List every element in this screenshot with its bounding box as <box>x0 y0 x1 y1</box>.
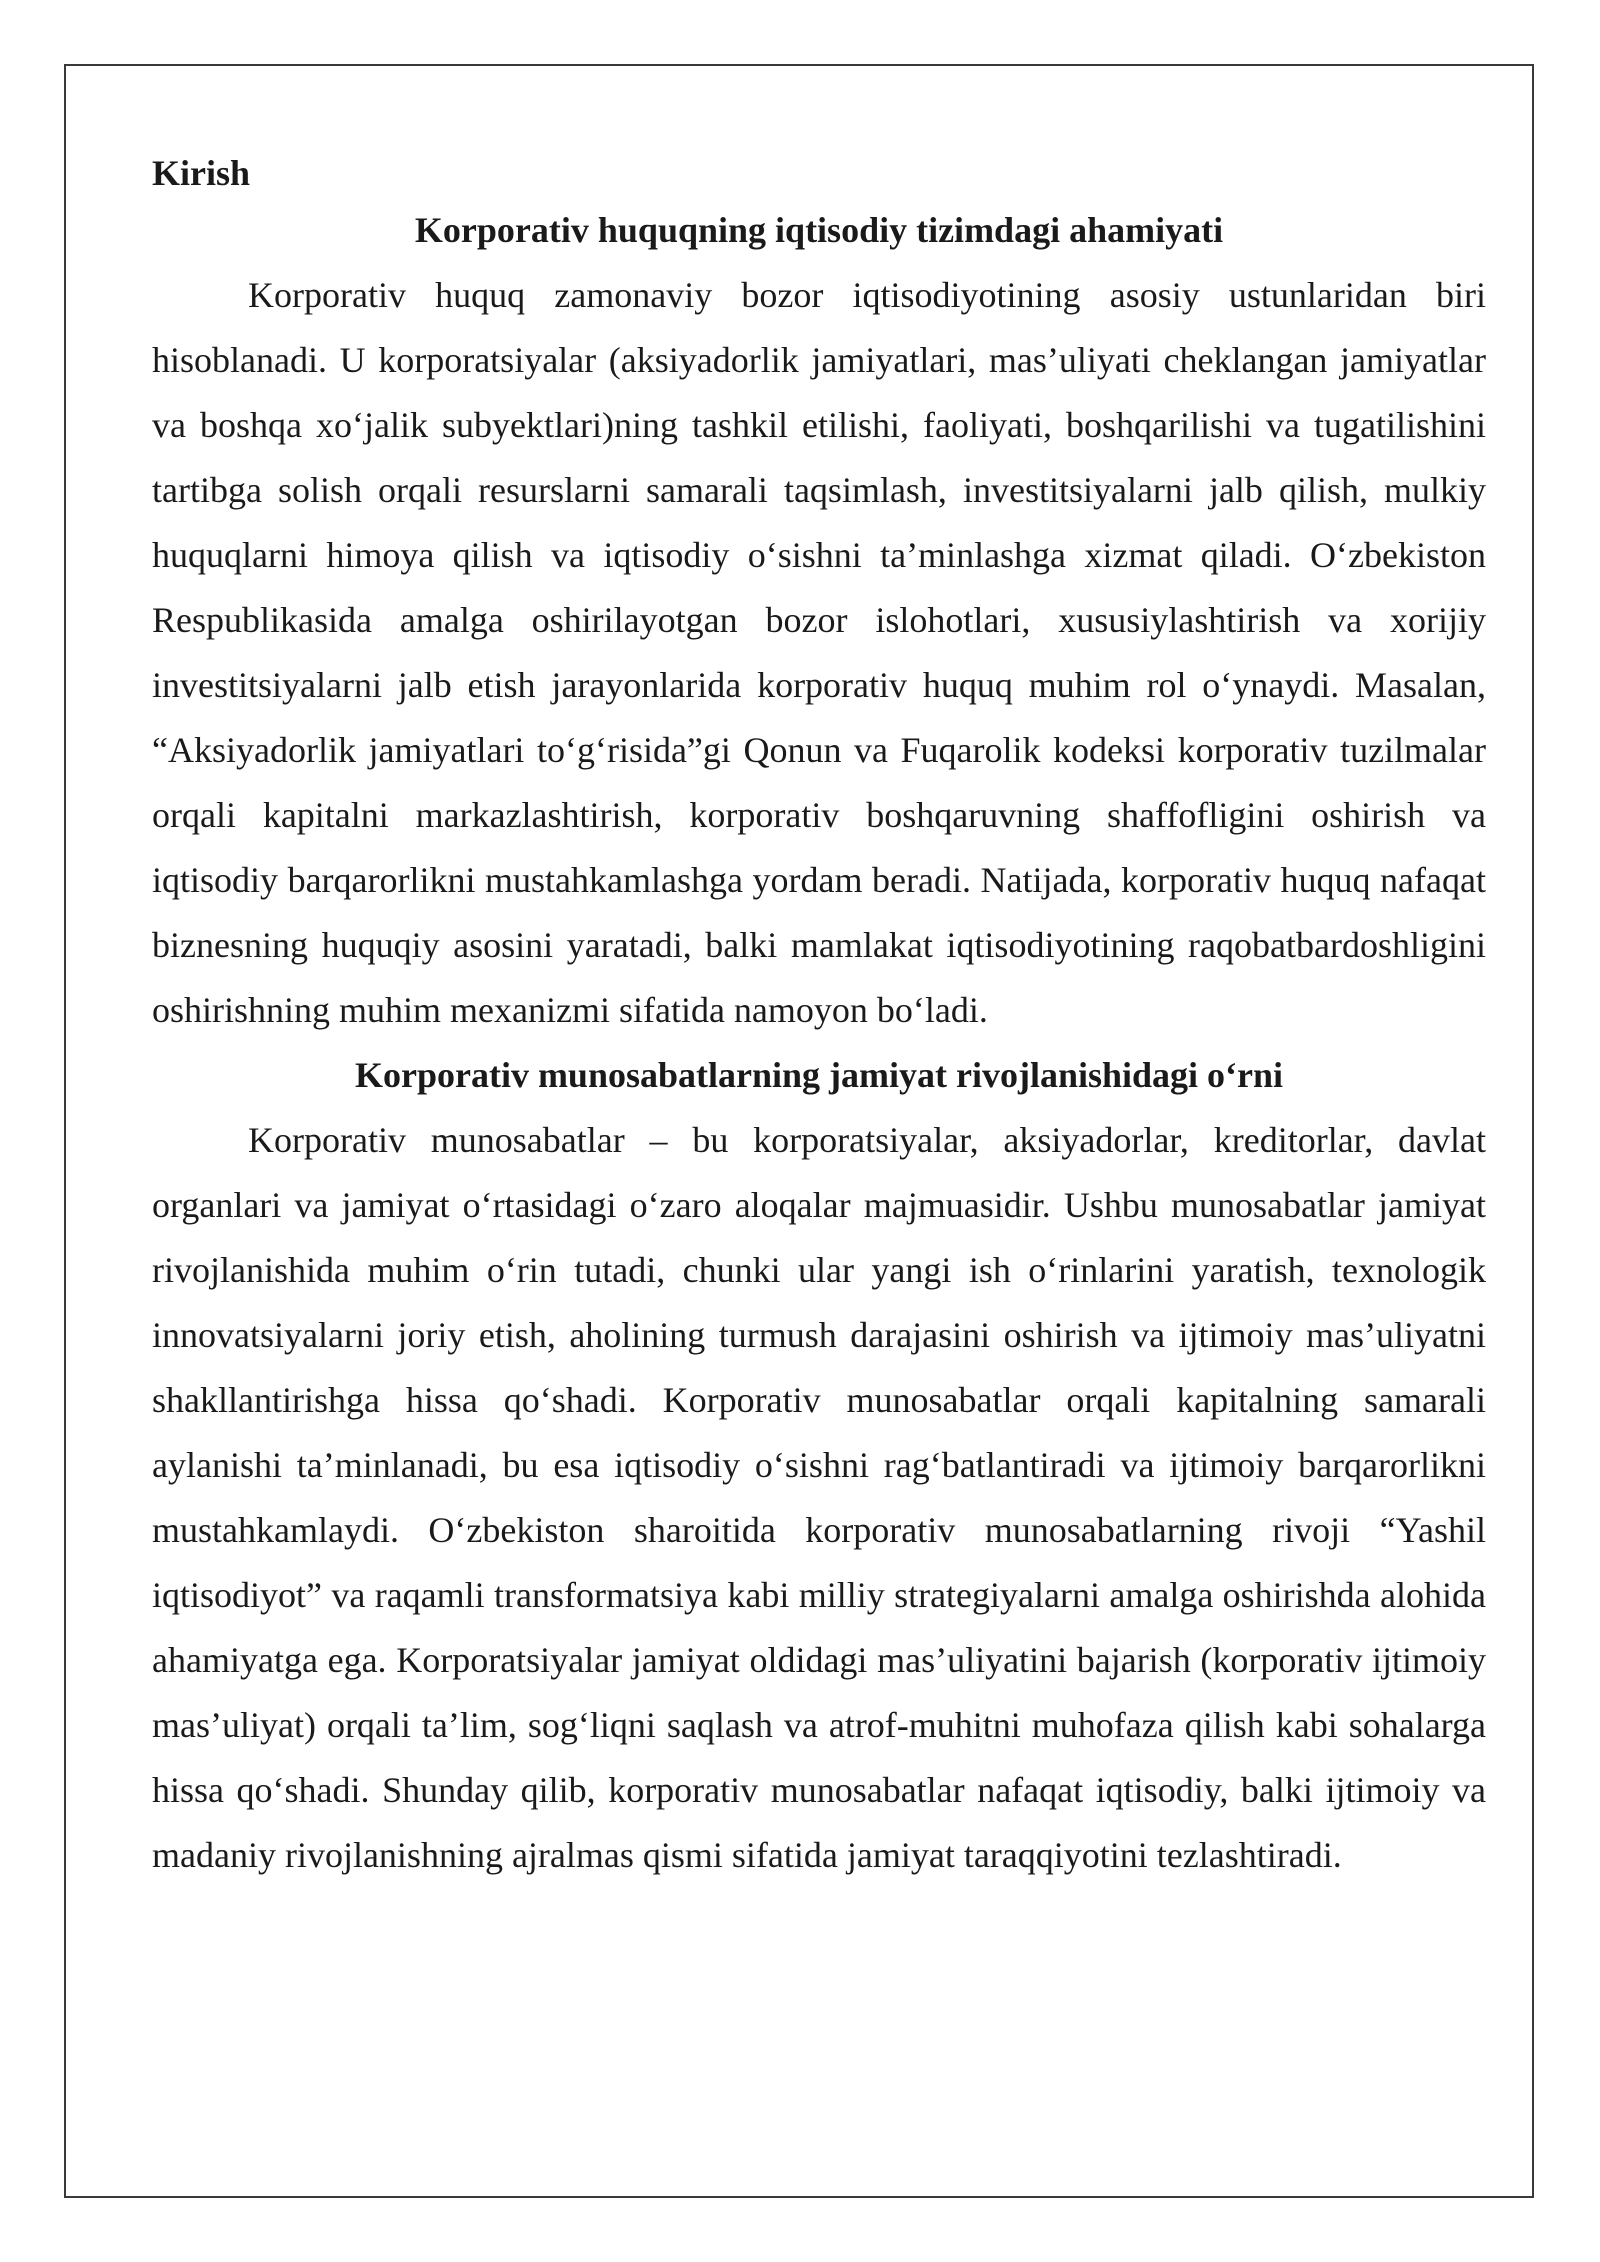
section-heading-legal-importance: Korporativ huquqning iqtisodiy tizimdagi ahamiyati <box>414 210 1224 250</box>
paragraph-legal-importance: Korporativ huquq zamonaviy bozor iqtisodiyotining asosiy ustunlaridan biri hisoblanadi. U korporatsiyalar (aksiyadorlik jamiyatlari, mas’uliyati cheklangan jamiyatlar va boshqa xo‘jalik subyektlari)ning tashkil etilishi, faoliyati, boshqarilishi va tugatilishini tartibga solish orqali resurslarni samarali taqsimlash, investitsiyalarni jalb qilish, mulkiy huquqlarni himoya qilish va iqtisodiy o‘sishni ta’minlashga xizmat qiladi. O‘zbekiston Respublikasida amalga oshirilayotgan bozor islohotlari, xususiylashtirish va xorijiy investitsiyalarni jalb etish jarayonlarida korporativ huquq muhim rol o‘ynaydi. Masalan, “Aksiyadorlik jamiyatlari to‘g‘risida”gi Qonun va Fuqarolik kodeksi korporativ tuzilmalar orqali kapitalni markazlashtirish, korporativ boshqaruvning shaffofligini oshirish va iqtisodiy barqarorlikni mustahkamlashga yordam beradi. Natijada, korporativ huquq nafaqat biznesning huquqiy asosini yaratadi, balki mamlakat iqtisodiyotining raqobatbardoshligini oshirishning muhim mexanizmi sifatida namoyon bo‘ladi. <box>152 275 1486 1030</box>
section-heading-social-role: Korporativ munosabatlarning jamiyat rivojlanishidagi o‘rni <box>354 1055 1284 1095</box>
document-body <box>152 148 1486 1888</box>
paragraph-social-role: Korporativ munosabatlar – bu korporatsiyalar, aksiyadorlar, kreditorlar, davlat organlari va jamiyat o‘rtasidagi o‘zaro aloqalar majmuasidir. Ushbu munosabatlar jamiyat rivojlanishida muhim o‘rin tutadi, chunki ular yangi ish o‘rinlarini yaratish, texnologik innovatsiyalarni joriy etish, aholining turmush darajasini oshirish va ijtimoiy mas’uliyatni shakllantirishga hissa qo‘shadi. Korporativ munosabatlar orqali kapitalning samarali aylanishi ta’minlanadi, bu esa iqtisodiy o‘sishni rag‘batlantiradi va ijtimoiy barqarorlikni mustahkamlaydi. O‘zbekiston sharoitida korporativ munosabatlarning rivoji “Yashil iqtisodiyot” va raqamli transformatsiya kabi milliy strategiyalarni amalga oshirishda alohida ahamiyatga ega. Korporatsiyalar jamiyat oldidagi mas’uliyatini bajarish (korporativ ijtimoiy mas’uliyat) orqali ta’lim, sog‘liqni saqlash va atrof-muhitni muhofaza qilish kabi sohalarga hissa qo‘shadi. Shunday qilib, korporativ munosabatlar nafaqat iqtisodiy, balki ijtimoiy va madaniy rivojlanishning ajralmas qismi sifatida jamiyat taraqqiyotini tezlashtiradi. <box>152 1120 1486 1875</box>
intro-heading: Kirish <box>152 153 251 193</box>
